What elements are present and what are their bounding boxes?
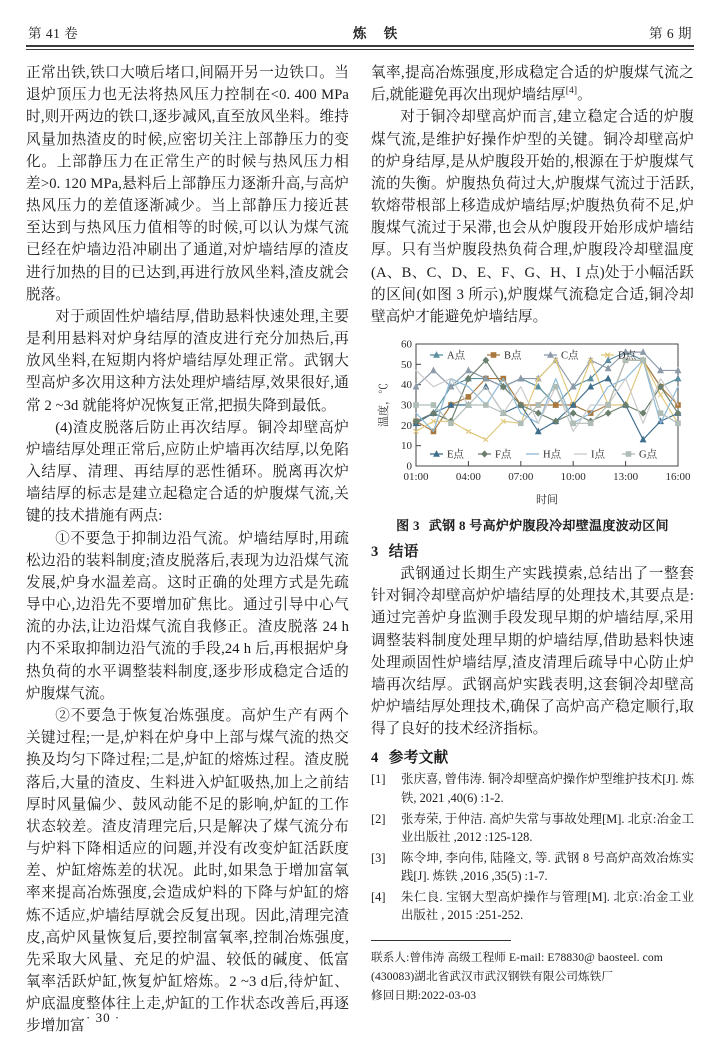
reference-text: 朱仁良. 宝钢大型高炉操作与管理[M]. 北京:冶金工业出版社 , 2015 :251-252. (401, 890, 694, 923)
y-axis-label: 温度，℃ (377, 383, 390, 428)
series-marker (501, 411, 506, 416)
svg-text:A点: A点 (446, 350, 465, 362)
svg-text:16:00: 16:00 (664, 471, 691, 484)
paragraph: 对于铜冷却壁高炉而言,建立稳定合适的炉腹煤气流,是维护好操作炉型的关键。铜冷却壁高炉的炉身结厚,是从炉腹段开始的,根源在于炉腹煤气流的失衡。炉腹热负荷过大,炉腹煤气流过于活跃,软熔带根部上移造成炉墙结厚;炉腹热负荷不足,炉腹煤气流过于呆滞,也会从炉腹段开始形成炉墙结厚。只有当炉腹段热负荷合理,炉腹段冷却壁温度(A、B、C、D、E、F、G、H、I 点)处于小幅活跃的区间(如图 3 所示),炉腹煤气流稳定合适,铜冷却壁高炉才能避免炉墙结厚。 (371, 109, 694, 325)
figure-3 (371, 336, 694, 534)
svg-text:04:00: 04:00 (455, 471, 481, 484)
reference-item (371, 849, 694, 885)
reference-item (371, 888, 694, 924)
page-number: · 30 · (86, 1009, 121, 1025)
cooling-stave-temperature-chart (374, 336, 692, 511)
series-marker (605, 403, 610, 408)
series-marker (483, 403, 488, 408)
footer-divider (371, 940, 511, 941)
section-heading-conclusion (371, 540, 694, 561)
left-column (26, 62, 349, 1038)
svg-text:H点: H点 (542, 449, 561, 461)
series-marker (535, 403, 540, 408)
series-marker (588, 421, 593, 426)
reference-tag: [1] (371, 772, 386, 787)
section-title: 结语 (388, 544, 419, 561)
running-head (26, 22, 694, 45)
series-marker (658, 411, 663, 416)
right-column (371, 62, 694, 1006)
reference-text: 陈令坤, 李向伟, 陆隆文, 等. 武钢 8 号高炉高效冶炼实践[J]. 炼铁 ,2016 ,35(5) :1-7. (401, 850, 694, 883)
series-marker (518, 421, 523, 426)
svg-text:13:00: 13:00 (612, 471, 638, 484)
svg-text:10: 10 (400, 440, 412, 453)
reference-text: 张庆喜, 曾伟涛. 铜冷却壁高炉操作炉型维护技术[J]. 炼铁, 2021 ,40(6) :1-2. (401, 772, 694, 805)
svg-text:01:00: 01:00 (402, 471, 429, 484)
section-number: 4 (371, 750, 379, 767)
series-marker (466, 403, 471, 408)
issue-label: 第 6 期 (649, 26, 692, 41)
svg-text:07:00: 07:00 (507, 471, 533, 484)
series-marker (413, 403, 418, 408)
reference-tag: [3] (371, 850, 386, 865)
series-marker (570, 421, 575, 426)
journal-title: 炼 铁 (352, 26, 405, 41)
svg-text:F点: F点 (494, 449, 511, 461)
svg-text:10:00: 10:00 (560, 471, 586, 484)
reference-tag: [4] (371, 890, 386, 905)
svg-text:G点: G点 (638, 449, 657, 461)
series-marker (675, 421, 680, 426)
contact-line: 联系人:曾伟涛 高级工程师 E-mail: E78830@ baosteel. com (371, 951, 663, 965)
paragraph: 对于顽固性炉墙结厚,借助悬料快速处理,主要是利用悬料对炉身结厚的渣皮进行充分加热后,再放风坐料,在短期内将炉墙结厚处理正常。武钢大型高炉多次用这种方法处理炉墙结厚,效果很好,通常 2 ~3d 就能将炉况恢复正常,把损失降到最低。 (26, 308, 349, 414)
svg-text:C点: C点 (560, 350, 579, 362)
figure-label: 图 3 (396, 518, 420, 534)
series-marker (553, 384, 558, 389)
svg-text:0: 0 (406, 460, 412, 473)
reference-item (371, 810, 694, 846)
svg-text:D点: D点 (617, 350, 636, 362)
reference-tag: [2] (371, 811, 386, 826)
paragraph: ②不要急于恢复冶炼强度。高炉生产有两个关键过程;一是,炉料在炉身中上部与煤气流的热交换及均匀下降过程;二是,炉缸的熔炼过程。渣皮脱落后,大量的渣皮、生料进入炉缸吸热,加上之前结厚时风量偏少、鼓风动能不足的影响,炉缸的工作状态较差。渣皮清理完后,只是解决了煤气流分布与炉料下降相适应的问题,并没有改变炉缸活跃度差、炉缸熔炼差的状况。此时,如果急于增加富氧率来提高冶炼强度,会造成炉料的下降与炉缸的熔炼不适应,炉墙结厚就会反复出现。因此,清理完渣皮,高炉风量恢复后,要控制富氧率,控制冶炼强度,先采取大风量、充足的炉温、较低的碱度、低富氧率活跃炉缸,恢复炉缸熔炼。2 ~3 d后,待炉缸、炉底温度整体往上走,炉缸的工作状态改善后,再逐步增加富 (26, 707, 349, 1035)
reference-item (371, 770, 694, 806)
paragraph-text: 氧率,提高冶炼强度,形成稳定合适的炉腹煤气流之后,就能避免再次出现炉墙结厚 (371, 65, 694, 104)
two-column-body (26, 62, 694, 1038)
svg-text:60: 60 (400, 338, 412, 351)
series-marker (448, 421, 453, 426)
series-marker (466, 395, 471, 400)
address-line: (430083)湖北省武汉市武汉钢铁有限公司炼铁厂 (371, 970, 614, 984)
svg-text:E点: E点 (446, 449, 464, 461)
svg-text:20: 20 (400, 419, 412, 432)
paragraph-tail: 。 (577, 87, 592, 104)
svg-text:40: 40 (400, 379, 412, 392)
svg-text:30: 30 (400, 399, 412, 412)
svg-text:50: 50 (400, 358, 412, 371)
section-number: 3 (371, 544, 379, 561)
volume-label: 第 41 卷 (28, 26, 79, 41)
figure-caption (371, 515, 694, 534)
svg-text:B点: B点 (503, 350, 522, 362)
paragraph: 正常出铁,铁口大喷后堵口,间隔开另一边铁口。当退炉顶压力也无法将热风压力控制在<0. 400 MPa时,则开两边的铁口,逐步减风,直至放风坐料。维持风量加热渣皮的时候,应密切关注上部静压力的变化。上部静压力在正常生产的时候与热风压力相差>0. 120 MPa,悬料后上部静压力逐渐升高,与高炉热风压力的差值逐渐减少。当上部静压力接近甚至达到与热风压力值相等的时候,可以认为煤气流已经在炉墙边沿冲刷出了通道,对炉墙结厚的渣皮进行加热的目的已达到,再进行放风坐料,渣皮就会脱落。 (26, 65, 349, 303)
paragraph: ①不要急于抑制边沿气流。炉墙结厚时,用疏松边沿的装料制度;渣皮脱落后,表现为边沿煤气流发展,炉身水温差高。这时正确的处理方式是先疏导中心,边沿先不要增加矿焦比。通过引导中心气流的办法,让边沿煤气流自我修正。渣皮脱落 24 h 内不采取抑制边沿气流的手段,24 h 后,再根据炉身热负荷的水平调整装料制度,逐步形成稳定合适的炉腹煤气流。 (26, 530, 349, 702)
section-title: 参考文献 (388, 750, 449, 767)
series-marker (553, 403, 558, 408)
x-axis-label: 时间 (535, 494, 558, 507)
paragraph: 武钢通过长期生产实践摸索,总结出了一整套针对铜冷却壁高炉炉墙结厚的处理技术,其要点是:通过完善炉身监测手段发现早期的炉墙结厚,采用调整装料制度处理早期的炉墙结厚,借助悬料快速处理顽固性炉墙结厚,渣皮清理后疏导中心防止炉墙再次结厚。武钢高炉实践表明,这套铜冷却壁高炉炉墙结厚处理技术,确保了高炉高产稳定顺行,取得了良好的技术经济指标。 (371, 566, 694, 738)
series-marker (431, 403, 436, 408)
header-divider (26, 45, 694, 50)
paragraph: (4)渣皮脱落后防止再次结厚。铜冷却壁高炉炉墙结厚处理正常后,应防止炉墙再次结厚,以免陷入结厚、清理、再结厚的恶性循环。脱离再次炉墙结厚的标志是建立起稳定合适的炉腹煤气流,关键的技术措施有两点: (26, 419, 349, 525)
citation-marker: [4] (565, 86, 578, 97)
svg-text:I点: I点 (590, 449, 605, 461)
reference-text: 张寿荣, 于仲洁. 高炉失常与事故处理[M]. 北京:冶金工业出版社 ,2012 :125-128. (401, 811, 694, 844)
figure-caption-text: 武钢 8 号高炉炉腹段冷却壁温度波动区间 (428, 518, 669, 534)
series-marker (640, 358, 645, 363)
paragraph (371, 62, 694, 106)
section-heading-references (371, 746, 694, 767)
revised-date-line: 修回日期:2022-03-03 (371, 988, 477, 1002)
